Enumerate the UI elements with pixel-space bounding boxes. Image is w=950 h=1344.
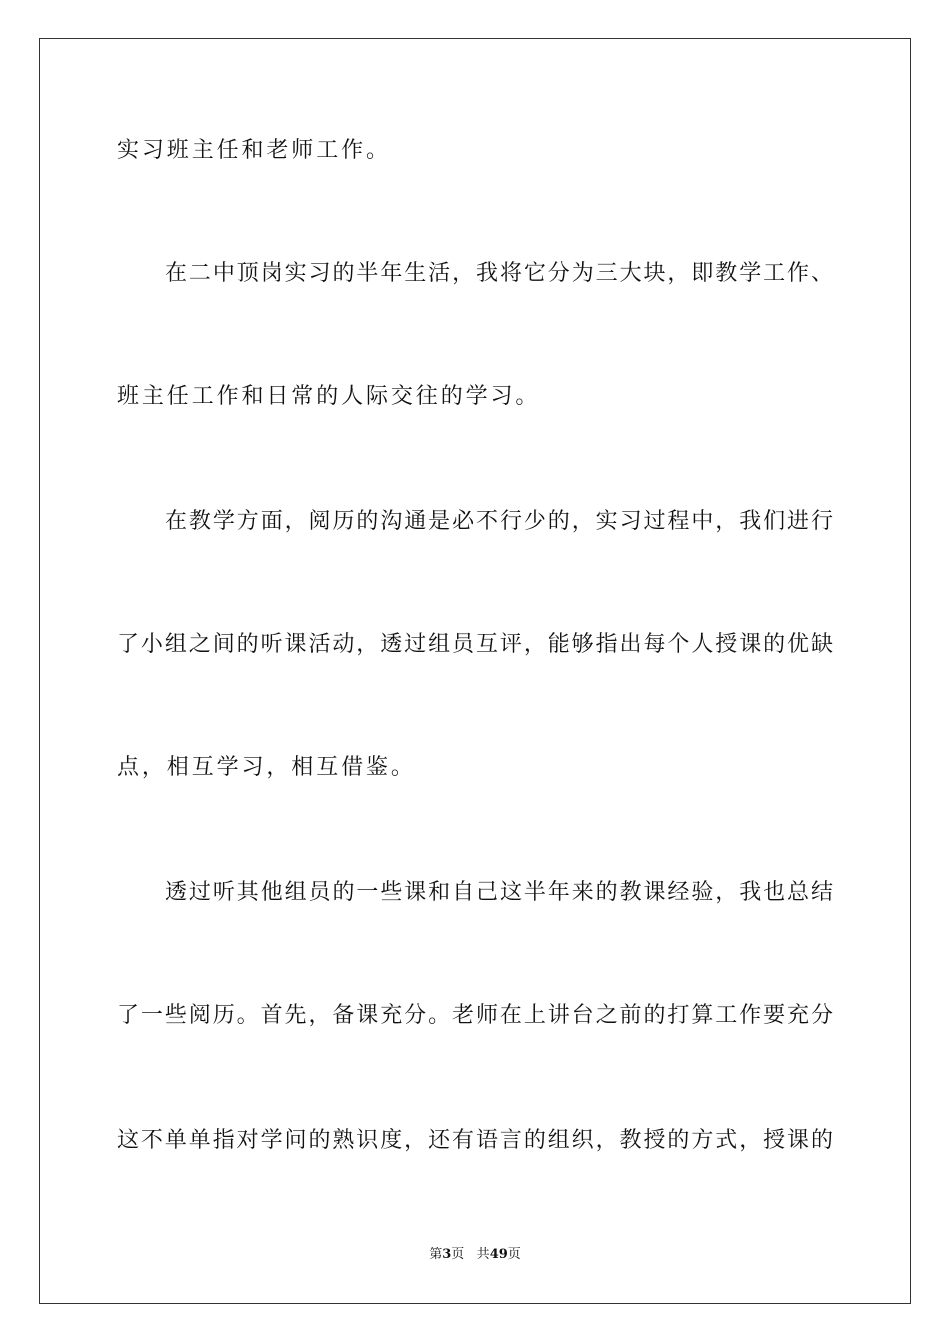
text-line-5: 了小组之间的听课活动，透过组员互评，能够指出每个人授课的优缺 [117,632,833,657]
text-line-2: 在二中顶岗实习的半年生活，我将它分为三大块，即教学工作、 [165,261,833,286]
footer-total-suffix: 页 [507,1247,521,1262]
text-line-1: 实习班主任和老师工作。 [117,138,391,163]
text-line-7: 透过听其他组员的一些课和自己这半年来的教课经验，我也总结 [165,880,833,905]
text-line-8: 了一些阅历。首先，备课充分。老师在上讲台之前的打算工作要充分 [117,1003,833,1028]
footer-total-prefix: 共 [476,1247,490,1262]
page-frame [39,38,911,1304]
text-line-6: 点，相互学习，相互借鉴。 [117,755,416,780]
footer-page-number: 3 [442,1247,452,1262]
text-line-4: 在教学方面，阅历的沟通是必不行少的，实习过程中，我们进行 [165,509,833,534]
footer-page-prefix: 第 [429,1247,443,1262]
footer-page-suffix: 页 [451,1247,465,1262]
text-line-9: 这不单单指对学问的熟识度，还有语言的组织，教授的方式，授课的 [117,1128,833,1153]
text-line-3: 班主任工作和日常的人际交往的学习。 [117,384,541,409]
page-footer [0,1246,950,1264]
footer-total-pages: 49 [489,1247,508,1262]
